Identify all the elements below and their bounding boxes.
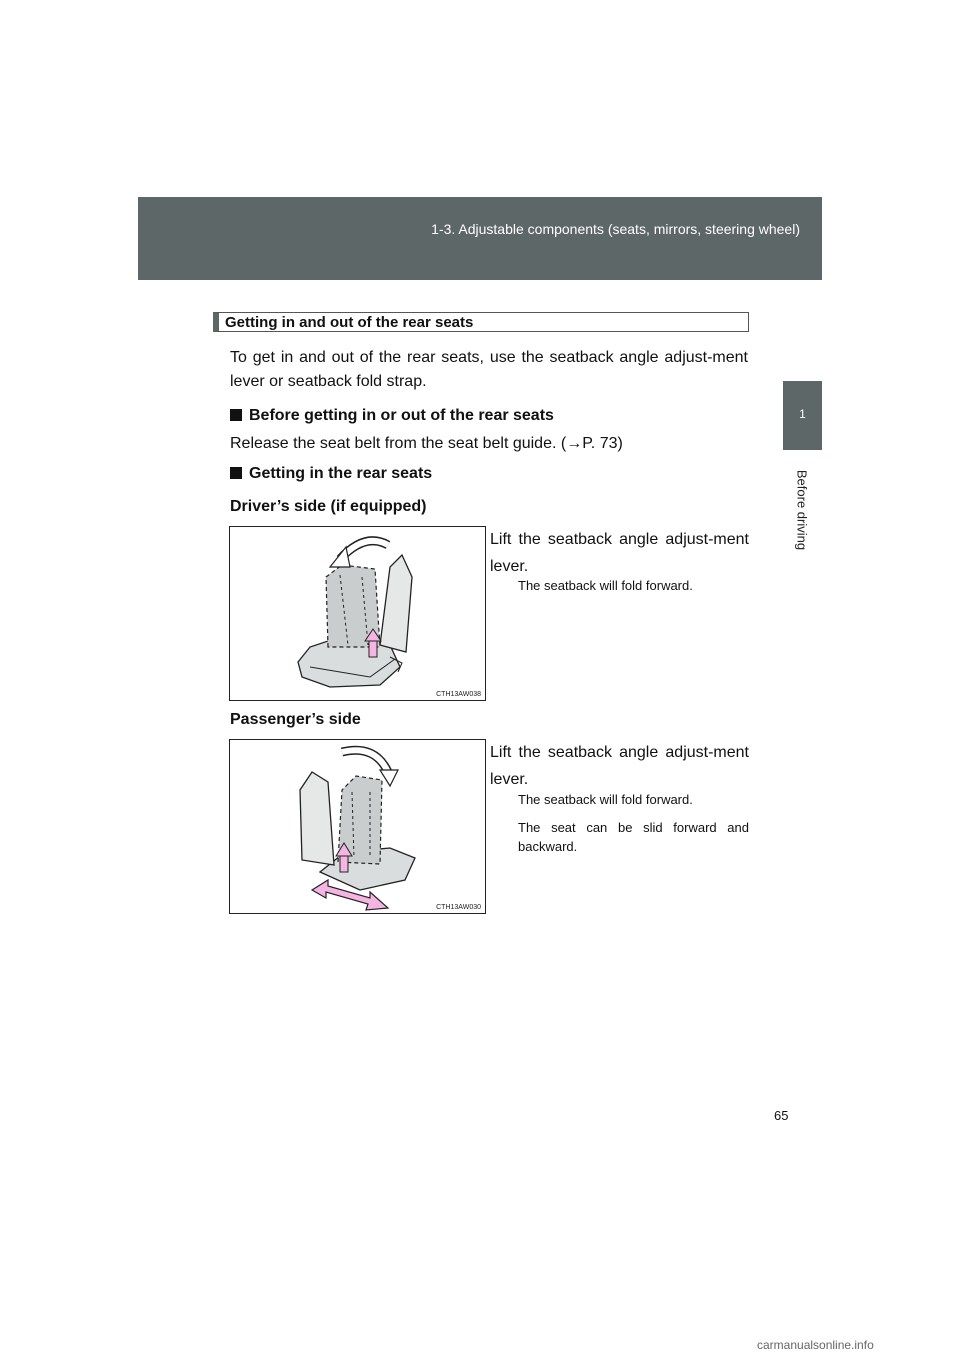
figure-code: CTH13AW030: [436, 904, 481, 911]
intro-paragraph: To get in and out of the rear seats, use the seatback angle adjust-ment lever or seatback fold strap.: [230, 349, 748, 390]
section-title: Getting in and out of the rear seats: [213, 312, 749, 332]
drivers-side-heading: Driver’s side (if equipped): [230, 498, 427, 515]
subsection-heading-before: [230, 404, 554, 428]
chapter-tab-number: 1: [799, 407, 806, 421]
seat-fold-illustration: [230, 527, 485, 700]
passengers-side-step: Lift the seatback angle adjust-ment lever.: [490, 744, 749, 788]
subsection-heading-before-text: Before getting in or out of the rear seats: [249, 407, 554, 424]
subsection-heading-getting-in: [230, 462, 432, 486]
passengers-side-heading: Passenger’s side: [230, 711, 361, 728]
square-bullet-icon: [230, 409, 242, 421]
drivers-side-figure: [229, 526, 486, 701]
square-bullet-icon: [230, 467, 242, 479]
passengers-side-note-1: The seatback will fold forward.: [518, 792, 693, 807]
passengers-side-note-2: The seat can be slid forward and backward.: [518, 820, 749, 854]
page-number: 65: [774, 1108, 789, 1123]
drivers-side-step: Lift the seatback angle adjust-ment lever.: [490, 531, 749, 575]
watermark: carmanualsonline.info: [757, 1338, 874, 1352]
chapter-side-label-text: Before driving: [794, 469, 810, 551]
chapter-title: 1-3. Adjustable components (seats, mirrors, steering wheel): [431, 221, 800, 237]
chapter-side-label: [771, 455, 833, 565]
passengers-side-figure: [229, 739, 486, 914]
seat-slide-illustration: [230, 740, 485, 913]
drivers-side-note: The seatback will fold forward.: [518, 578, 693, 593]
subsection-heading-getting-in-text: Getting in the rear seats: [249, 465, 433, 482]
header-band: [138, 197, 822, 280]
figure-code: CTH13AW038: [436, 691, 481, 698]
subsection-body-before: Release the seat belt from the seat belt guide. (→P. 73): [230, 435, 623, 452]
chapter-tab: [783, 381, 822, 450]
